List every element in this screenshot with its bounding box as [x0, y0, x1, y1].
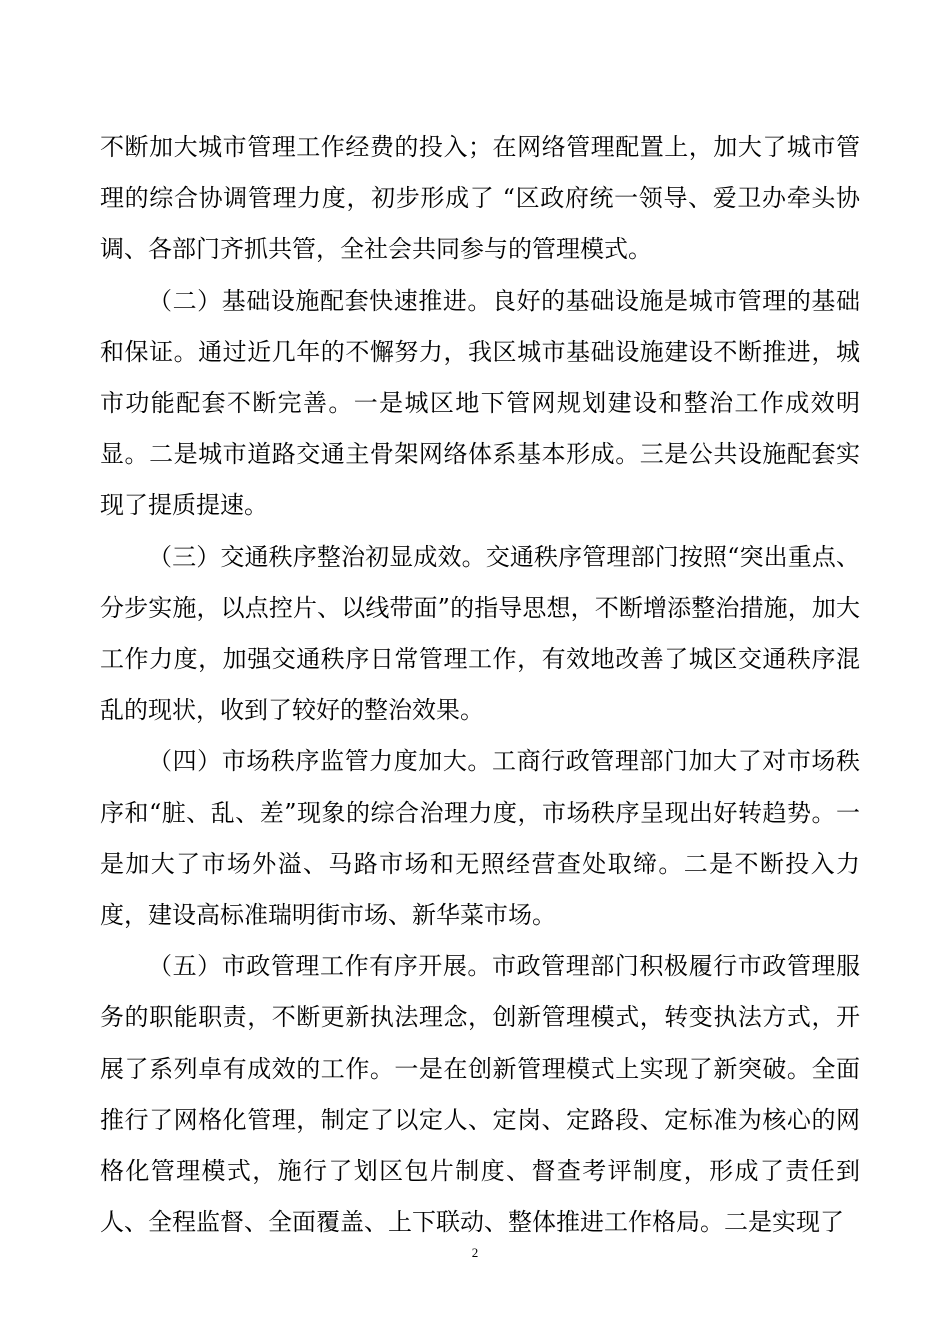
- section-heading-5: （五）市政管理工作有序开展。: [148, 952, 492, 981]
- paragraph-5-text: 市政管理部门积极履行市政管理服务的职能职责，不断更新执法理念，创新管理模式，转变执法方式，开展了系列卓有成效的工作。一是在创新管理模式上实现了新突破。全面推行了网格化管理，制定了以定人、定岗、定路段、定标准为核心的网格化管理模式，施行了划区包片制度、督查考评制度，形成了责任到人、全程监督、全面覆盖、上下联动、整体推进工作格局。二是实现了: [100, 952, 860, 1237]
- section-heading-2: （二）基础设施配套快速推进。: [148, 286, 492, 315]
- paragraph-2: [100, 276, 860, 532]
- paragraph-5: [100, 941, 860, 1248]
- paragraph-2-text: 良好的基础设施是城市管理的基础和保证。通过近几年的不懈努力，我区城市基础设施建设不断推进，城市功能配套不断完善。一是城区地下管网规划建设和整治工作成效明显。二是城市道路交通主骨架网络体系基本形成。三是公共设施配套实现了提质提速。: [100, 286, 860, 520]
- section-heading-4: （四）市场秩序监管力度加大。: [148, 747, 492, 776]
- paragraph-1-text: 不断加大城市管理工作经费的投入；在网络管理配置上，加大了城市管理的综合协调管理力度，初步形成了 “区政府统一领导、爱卫办牵头协调、各部门齐抓共管，全社会共同参与的管理模式。: [100, 133, 860, 264]
- page-number: 2: [471, 1245, 479, 1260]
- paragraph-4-text: 工商行政管理部门加大了对市场秩序和“脏、乱、差”现象的综合治理力度，市场秩序呈现出好转趋势。一是加大了市场外溢、马路市场和无照经营查处取缔。二是不断投入力度，建设高标准瑞明街市场、新华菜市场。: [100, 747, 860, 930]
- paragraph-3-text: 交通秩序管理部门按照“突出重点、分步实施，以点控片、以线带面”的指导思想，不断增添整治措施，加大工作力度，加强交通秩序日常管理工作，有效地改善了城区交通秩序混乱的现状，收到了较好的整治效果。: [100, 542, 860, 725]
- document-body: [100, 122, 860, 1248]
- paragraph-3: [100, 532, 860, 737]
- paragraph-1: [100, 122, 860, 276]
- paragraph-4: [100, 736, 860, 941]
- section-heading-3: （三）交通秩序整治初显成效。: [148, 542, 486, 571]
